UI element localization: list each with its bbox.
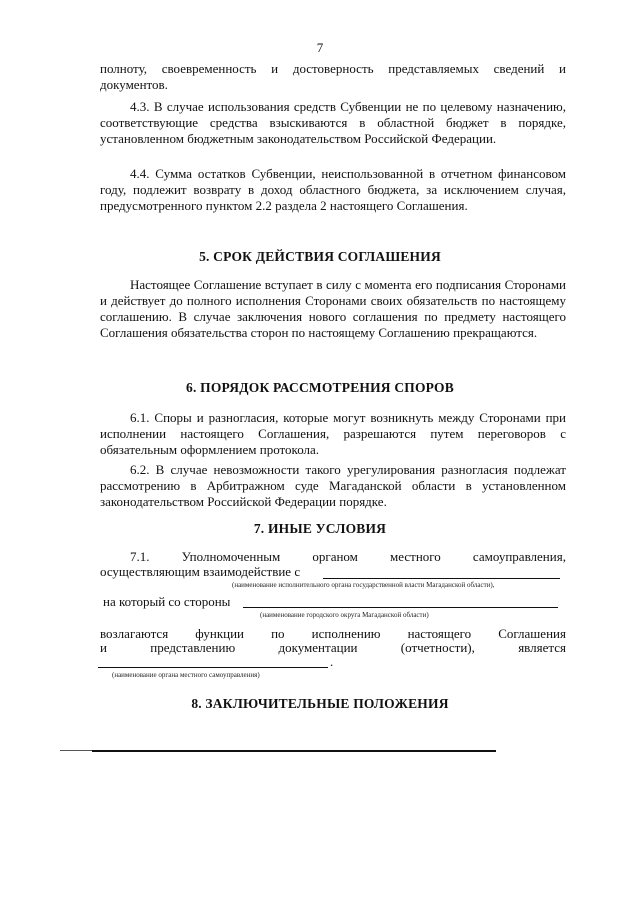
section-6-title: 6. ПОРЯДОК РАССМОТРЕНИЯ СПОРОВ (186, 380, 454, 395)
word: документации (278, 640, 358, 655)
page-bottom-rule-fade (60, 750, 92, 751)
word: самоуправления, (472, 549, 566, 564)
line-end-period: . (330, 654, 334, 669)
word: 7.1. (130, 549, 150, 564)
section-5-text: Настоящее Соглашение вступает в силу с момента его подписания Сторонами и действует до полного исполнения Сторонами своих обязательств по настоящему соглашению. В случае заключения нового соглашения по предмету настоящего Соглашения обязательства сторон по настоящему Соглашению прекращаются. (100, 277, 566, 340)
paragraph-7-1-line-1 (130, 549, 566, 565)
word: является (518, 640, 566, 655)
paragraph-6-1: 6.1. Споры и разногласия, которые могут возникнуть между Сторонами при исполнении настоящего Соглашения, разрешаются путем переговоров с обязательным оформлением протокола. (100, 410, 566, 457)
paragraph-continuation: полноту, своевременность и достоверность представляемых сведений и документов. (100, 61, 566, 92)
paragraph-7-1-line-2: осуществляющим взаимодействие с (100, 564, 301, 579)
word: местного (390, 549, 441, 564)
hint-executive-body: (наименование исполнительного органа государственной власти Магаданской области), (232, 581, 495, 589)
paragraph-4-3: 4.3. В случае использования средств Субвенции не по целевому назначению, соответствующие средства взыскиваются в областной бюджет в порядке, установленном бюджетным законодательством Российской Федерации. (100, 99, 566, 146)
word: Соглашения (498, 626, 566, 641)
fill-in-line-local-authority (98, 667, 328, 668)
page-bottom-rule (92, 750, 496, 752)
word: (отчетности), (400, 640, 475, 655)
word: функции (195, 626, 245, 641)
word: и (100, 640, 107, 655)
fill-in-line-city-district (243, 607, 558, 608)
word: настоящего (407, 626, 472, 641)
word: возлагаются (100, 626, 169, 641)
paragraph-4-4: 4.4. Сумма остатков Субвенции, неиспользованной в отчетном финансовом году, подлежит возврату в доход областного бюджета, за исключением случая, предусмотренного пунктом 2.2 раздела 2 настоящего Соглашения. (100, 166, 566, 213)
hint-city-district: (наименование городского округа Магаданской области) (260, 611, 429, 619)
page-number: 7 (316, 40, 324, 55)
word: по (271, 626, 285, 641)
fill-in-line-executive-body (323, 578, 560, 579)
word: представлению (150, 640, 236, 655)
word: Уполномоченным (181, 549, 281, 564)
section-7-title: 7. ИНЫЕ УСЛОВИЯ (253, 521, 387, 536)
word: органом (312, 549, 358, 564)
section-5-title: 5. СРОК ДЕЙСТВИЯ СОГЛАШЕНИЯ (199, 249, 441, 264)
paragraph-6-2: 6.2. В случае невозможности такого урегулирования разногласия подлежат рассмотрению в Арбитражном суде Магаданской области в установленном законодательством Российской Федерации порядке. (100, 462, 566, 509)
hint-local-authority: (наименование органа местного самоуправления) (112, 671, 260, 679)
section-8-title: 8. ЗАКЛЮЧИТЕЛЬНЫЕ ПОЛОЖЕНИЯ (191, 696, 449, 711)
word: исполнению (311, 626, 381, 641)
paragraph-7-1-line-3: на который со стороны (103, 594, 231, 609)
